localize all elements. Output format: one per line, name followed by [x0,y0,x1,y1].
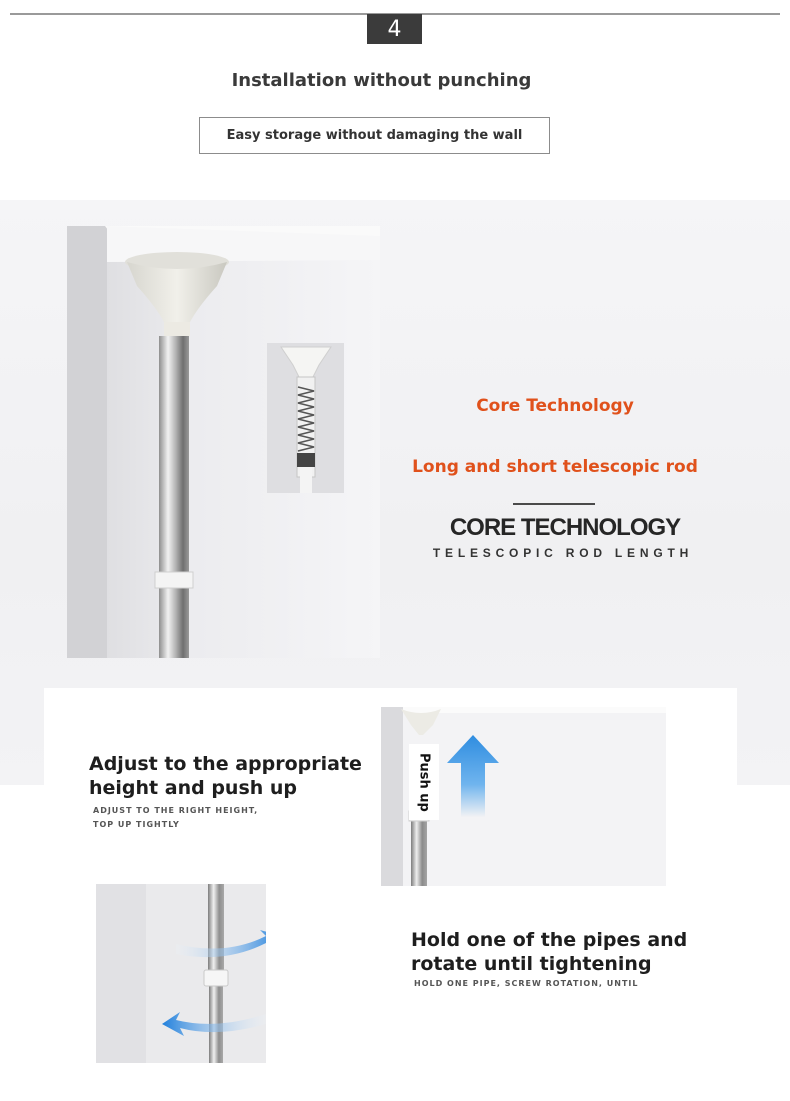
subtitle-text: Easy storage without damaging the wall [226,128,523,143]
core-technology-subheading: TELESCOPIC ROD LENGTH [432,546,694,560]
core-divider [513,503,595,505]
spring-detail-inset [267,343,344,493]
rotate-illustration [96,884,266,1063]
page-title: Installation without punching [231,70,532,91]
core-technology-heading: CORE TECHNOLOGY [449,514,681,541]
rotate-photo [96,884,266,1063]
subtitle-box [199,117,550,154]
push-up-label: Push up [416,752,432,812]
step-rotate-heading: Hold one of the pipes and rotate until tightening [411,929,688,975]
core-technology-description: Long and short telescopic rod [412,457,698,477]
step-adjust-caption-line2: TOP UP TIGHTLY [93,820,180,829]
step-adjust-caption-line1: ADJUST TO THE RIGHT HEIGHT, [93,806,259,815]
step-adjust-caption [93,804,353,832]
step-number-badge: 4 [367,14,422,44]
core-technology-label: Core Technology [476,396,634,416]
push-up-tag [409,744,439,820]
spring-illustration [267,343,344,493]
step-adjust-heading: Adjust to the appropriate height and push up [89,753,362,799]
step-rotate-caption: HOLD ONE PIPE, SCREW ROTATION, UNTIL [414,979,639,988]
